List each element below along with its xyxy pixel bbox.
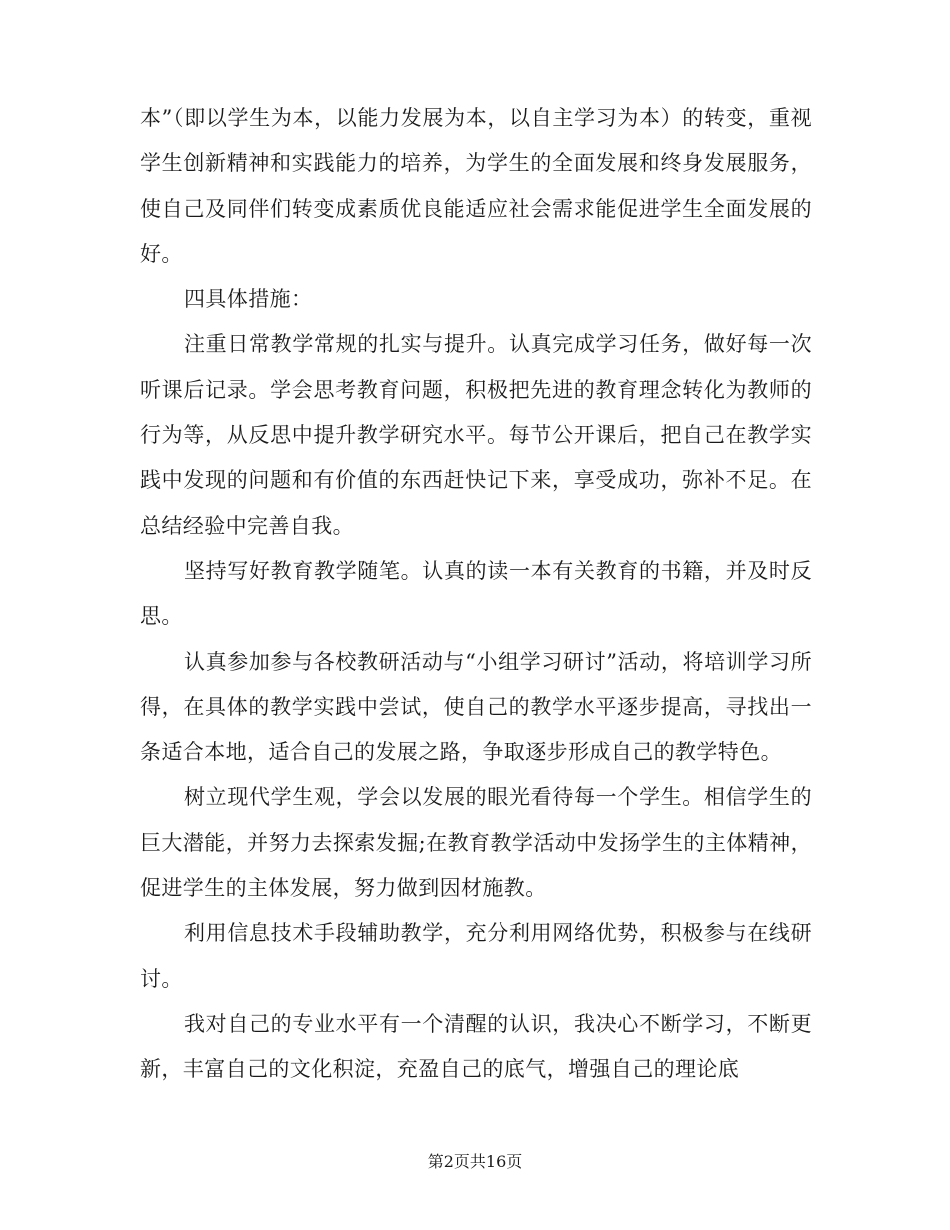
paragraph: 我对自己的专业水平有一个清醒的认识，我决心不断学习，不断更新，丰富自己的文化积淀，充盈自己的底气，增强自己的理论底 xyxy=(140,1011,812,1082)
page-number: 第2页共16页 xyxy=(427,1152,523,1171)
section-heading: 四具体措施： xyxy=(184,287,313,312)
paragraph-continuation: 本”（即以学生为本，以能力发展为本，以自主学习为本）的转变，重视学生创新精神和实践能力的培养，为学生的全面发展和终身发展服务，使自己及同伴们转变成素质优良能适应社会需求能促进学生全面发展的好。 xyxy=(140,106,812,266)
paragraph: 利用信息技术手段辅助教学，充分利用网络优势，积极参与在线研讨。 xyxy=(140,921,812,991)
paragraph: 坚持写好教育教学随笔。认真的读一本有关教育的书籍，并及时反思。 xyxy=(140,558,812,629)
paragraph: 树立现代学生观，学会以发展的眼光看待每一个学生。相信学生的巨大潜能，并努力去探索发掘;在教育教学活动中发扬学生的主体精神，促进学生的主体发展，努力做到因材施教。 xyxy=(140,785,812,901)
page-body xyxy=(140,96,812,1093)
paragraph: 注重日常教学常规的扎实与提升。认真完成学习任务，做好每一次听课后记录。学会思考教育问题，积极把先进的教育理念转化为教师的行为等，从反思中提升教学研究水平。每节公开课后，把自己在教学实践中发现的问题和有价值的东西赶快记下来，享受成功，弥补不足。在总结经验中完善自我。 xyxy=(140,332,812,538)
paragraph: 认真参加参与各校教研活动与“小组学习研讨”活动，将培训学习所得，在具体的教学实践中尝试，使自己的教学水平逐步提高，寻找出一条适合本地，适合自己的发展之路，争取逐步形成自己的教学特色。 xyxy=(140,649,812,765)
